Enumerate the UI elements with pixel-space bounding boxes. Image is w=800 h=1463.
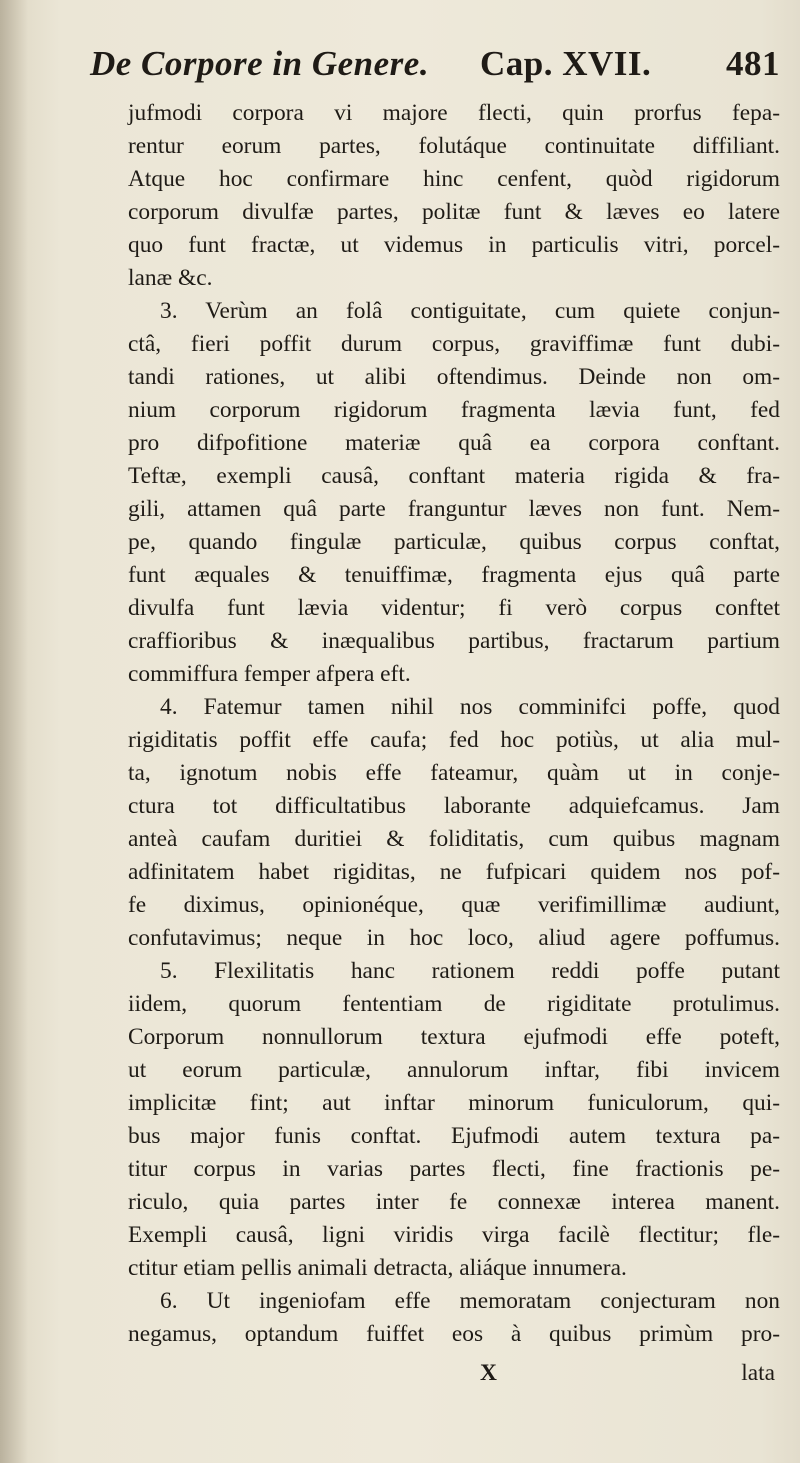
gutter-shadow (0, 0, 28, 1463)
text-line: pe, quando fingulæ particulæ, quibus corpus conftat, (128, 529, 780, 555)
running-header (90, 44, 780, 94)
text-line: iidem, quorum fententiam de rigiditate protulimus. (128, 991, 780, 1017)
text-line: quo funt fractæ, ut videmus in particulis vitri, porcel- (128, 232, 780, 258)
text-line: nium corporum rigidorum fragmenta lævia funt, fed (128, 397, 780, 423)
text-line: lanæ &c. (128, 265, 213, 291)
text-line: corporum divulfæ partes, politæ funt & læves eo latere (128, 199, 780, 225)
text-line: pro difpofitione materiæ quâ ea corpora conftant. (128, 430, 780, 456)
text-line: funt æquales & tenuiffimæ, fragmenta ejus quâ parte (128, 562, 780, 588)
paragraph-6-start: 6. Ut ingeniofam effe memoratam conjecturam non (160, 1288, 780, 1314)
text-line: ctura tot difficultatibus laborante adquiefcamus. Jam (128, 793, 780, 819)
text-line: ctitur etiam pellis animali detracta, aliáque innumera. (128, 1255, 627, 1281)
text-line: fe diximus, opinionéque, quæ verifimillimæ audiunt, (128, 892, 780, 918)
text-line: rentur eorum partes, folutáque continuitate diffiliant. (128, 133, 780, 159)
text-line: adfinitatem habet rigiditas, ne fufpicari quidem nos pof- (128, 859, 780, 885)
text-line: ta, ignotum nobis effe fateamur, quàm ut in conje- (128, 760, 780, 786)
text-line: Exempli causâ, ligni viridis virga facilè flectitur; fle- (128, 1222, 780, 1248)
page-number: 481 (726, 44, 780, 83)
body-text (90, 97, 780, 1351)
catchline (90, 1357, 780, 1390)
text-line: titur corpus in varias partes flecti, fine fractionis pe- (128, 1156, 780, 1182)
text-line: ut eorum particulæ, annulorum inftar, fibi invicem (128, 1057, 780, 1083)
text-line: rigiditatis poffit effe caufa; fed hoc potiùs, ut alia mul- (128, 727, 780, 753)
paragraph-4-start: 4. Fatemur tamen nihil nos comminifci poffe, quod (160, 694, 780, 720)
header-title: De Corpore in Genere. (90, 44, 430, 83)
text-line: negamus, optandum fuiffet eos à quibus primùm pro- (128, 1321, 780, 1347)
catchword: lata (741, 1360, 775, 1386)
text-line: riculo, quia partes inter fe connexæ interea manent. (128, 1189, 780, 1215)
text-line: divulfa funt lævia videntur; fi verò corpus conftet (128, 595, 780, 621)
text-line: gili, attamen quâ parte franguntur læves non funt. Nem- (128, 496, 780, 522)
text-line: tandi rationes, ut alibi oftendimus. Deinde non om- (128, 364, 780, 390)
text-line: bus major funis conftat. Ejufmodi autem textura pa- (128, 1123, 780, 1149)
text-line: confutavimus; neque in hoc loco, aliud agere poffumus. (128, 925, 780, 951)
text-line: ctâ, fieri poffit durum corpus, graviffimæ funt dubi- (128, 331, 780, 357)
paragraph-5-start: 5. Flexilitatis hanc rationem reddi poffe putant (160, 958, 780, 984)
paragraph-3-start: 3. Verùm an folâ contiguitate, cum quiete conjun- (160, 298, 780, 324)
text-line: craffioribus & inæqualibus partibus, fractarum partium (128, 628, 780, 654)
header-chapter: Cap. XVII. (480, 44, 652, 83)
text-line: Teftæ, exempli causâ, conftant materia rigida & fra- (128, 463, 780, 489)
text-line: Atque hoc confirmare hinc cenfent, quòd rigidorum (128, 166, 780, 192)
text-line: jufmodi corpora vi majore flecti, quin prorfus fepa- (128, 100, 780, 126)
text-line: implicitæ fint; aut inftar minorum funiculorum, qui- (128, 1090, 780, 1116)
signature-mark: X (480, 1360, 497, 1386)
text-line: commiffura femper afpera eft. (128, 661, 411, 687)
text-line: Corporum nonnullorum textura ejufmodi effe poteft, (128, 1024, 780, 1050)
text-line: anteà caufam duritiei & foliditatis, cum quibus magnam (128, 826, 780, 852)
